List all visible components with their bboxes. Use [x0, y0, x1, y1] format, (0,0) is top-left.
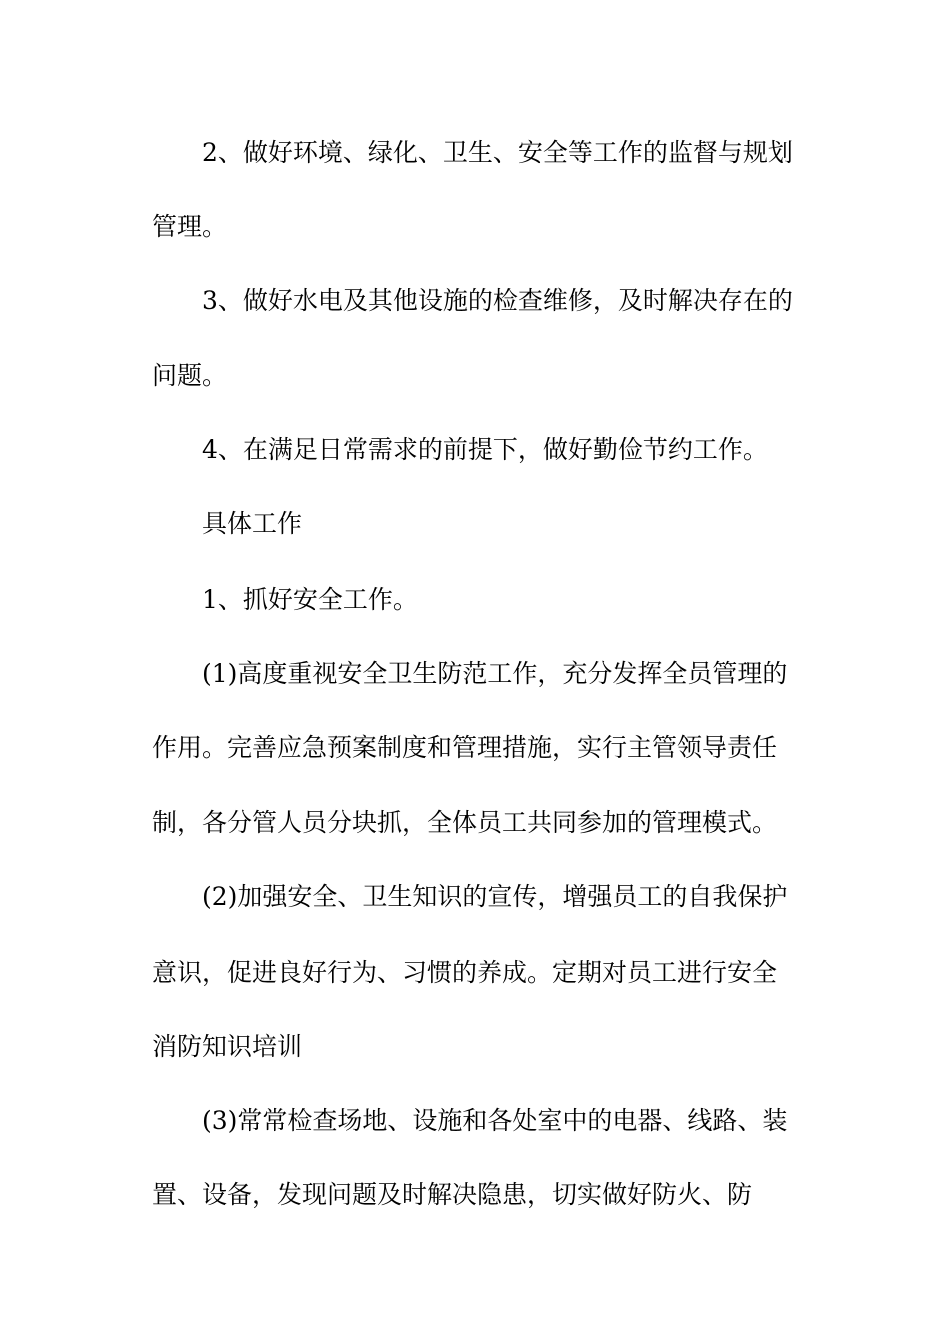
- paragraph-line: (2)加强安全、卫生知识的宣传，增强员工的自我保护: [202, 882, 788, 911]
- paragraph-line: (3)常常检查场地、设施和各处室中的电器、线路、装: [202, 1106, 788, 1135]
- paragraph-line: 意识，促进良好行为、习惯的养成。定期对员工进行安全: [152, 958, 778, 987]
- list-item-heading: 1、抓好安全工作。: [202, 585, 418, 614]
- paragraph-line: 4、在满足日常需求的前提下，做好勤俭节约工作。: [202, 435, 768, 464]
- section-heading: 具体工作: [202, 509, 303, 538]
- paragraph-line: 问题。: [152, 361, 228, 390]
- paragraph-line: 3、做好水电及其他设施的检查维修，及时解决存在的: [202, 286, 793, 315]
- paragraph-line: 制，各分管人员分块抓，全体员工共同参加的管理模式。: [152, 808, 778, 837]
- paragraph-line: 置、设备，发现问题及时解决隐患，切实做好防火、防: [152, 1180, 753, 1209]
- paragraph-line: (1)高度重视安全卫生防范工作，充分发挥全员管理的: [202, 659, 788, 688]
- paragraph-line: 2、做好环境、绿化、卫生、安全等工作的监督与规划: [202, 138, 793, 167]
- paragraph-line: 消防知识培训: [152, 1032, 303, 1061]
- paragraph-line: 管理。: [152, 212, 228, 241]
- paragraph-line: 作用。完善应急预案制度和管理措施，实行主管领导责任: [152, 733, 778, 762]
